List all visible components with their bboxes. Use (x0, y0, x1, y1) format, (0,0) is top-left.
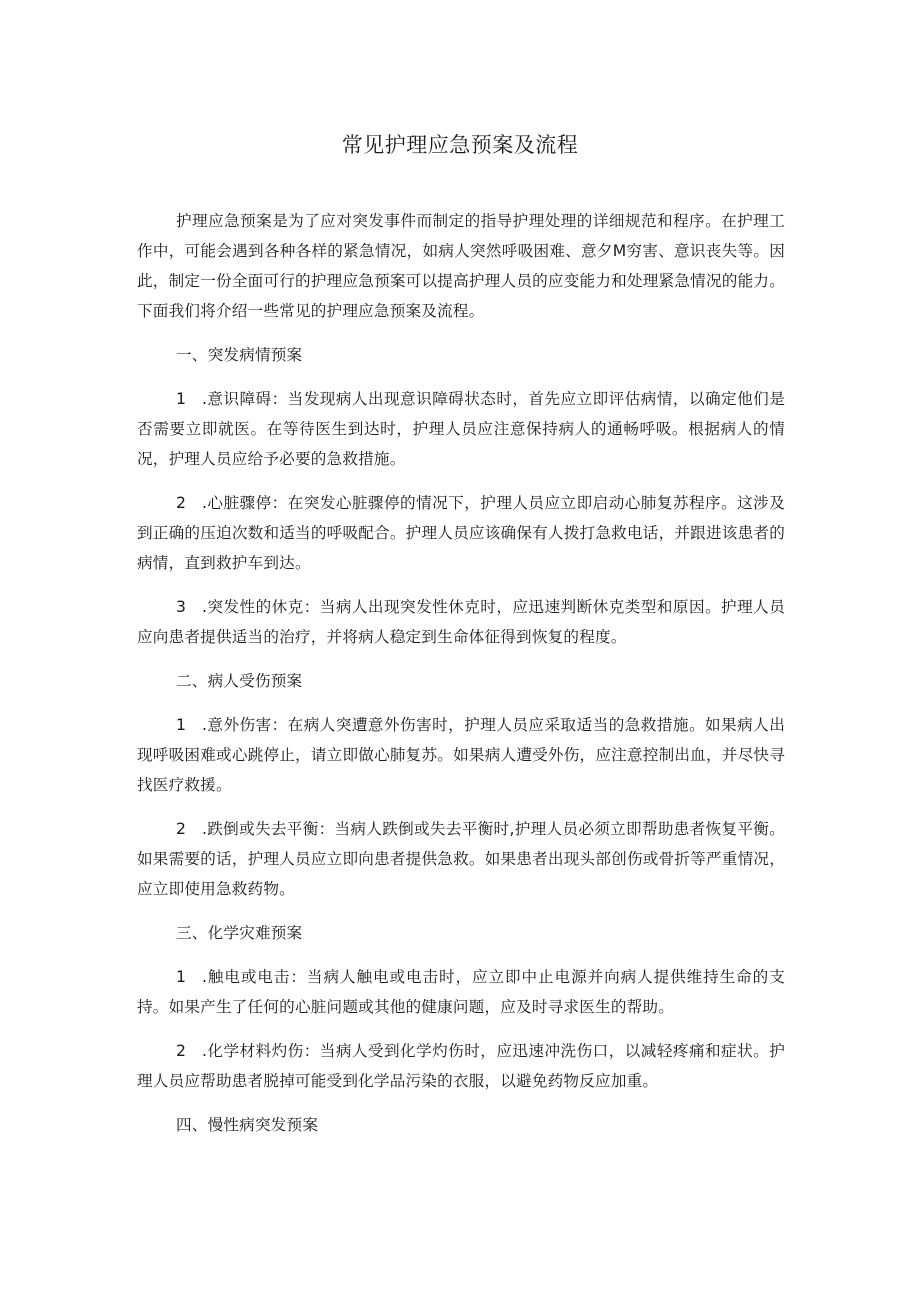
section-1-item-3 (137, 592, 785, 652)
item-text: .意外伤害：在病人突遭意外伤害时，护理人员应采取适当的急救措施。如果病人出现呼吸困难或心跳停止，请立即做心肺复苏。如果病人遭受外伤，应注意控制出血，并尽快寻找医疗救援。 (137, 716, 785, 794)
item-text: .心脏骤停：在突发心脏骤停的情况下，护理人员应立即启动心肺复苏程序。这涉及到正确的压迫次数和适当的呼吸配合。护理人员应该确保有人拨打急救电话，并跟进该患者的病情，直到救护车到达。 (137, 494, 785, 572)
item-number: 2 (176, 494, 187, 512)
item-text: .触电或电击：当病人触电或电击时，应立即中止电源并向病人提供维持生命的支持。如果产生了任何的心脏问题或其他的健康问题，应及时寻求医生的帮助。 (137, 968, 785, 1016)
section-heading-3: 三、化学灾难预案 (176, 924, 303, 942)
section-heading-4: 四、慢性病突发预案 (176, 1116, 319, 1134)
section-3-item-1 (137, 962, 785, 1022)
document-body (137, 206, 785, 1154)
section-2-item-2 (137, 814, 785, 904)
page-title: 常见护理应急预案及流程 (341, 133, 579, 157)
intro-paragraph: 护理应急预案是为了应对突发事件而制定的指导护理处理的详细规范和程序。在护理工作中，可能会遇到各种各样的紧急情况，如病人突然呼吸困难、意夕M穷害、意识丧失等。因此，制定一份全面可行的护理应急预案可以提高护理人员的应变能力和处理紧急情况的能力。下面我们将介绍一些常见的护理应急预案及流程。 (137, 212, 785, 320)
section-1-item-1 (137, 384, 785, 474)
item-number: 1 (176, 968, 187, 986)
item-number: 2 (176, 820, 187, 838)
item-number: 1 (176, 716, 187, 734)
item-number: 2 (176, 1042, 187, 1060)
item-number: 1 (176, 390, 187, 408)
item-text: .跌倒或失去平衡：当病人跌倒或失去平衡时,护理人员必须立即帮助患者恢复平衡。如果需要的话，护理人员应立即向患者提供急救。如果患者出现头部创伤或骨折等严重情况，应立即使用急救药物。 (137, 820, 785, 898)
section-1-item-2 (137, 488, 785, 578)
item-text: .化学材料灼伤：当病人受到化学灼伤时，应迅速冲洗伤口，以减轻疼痛和症状。护理人员应帮助患者脱掉可能受到化学品污染的衣服，以避免药物反应加重。 (137, 1042, 785, 1090)
item-number: 3 (176, 598, 187, 616)
section-3-item-2 (137, 1036, 785, 1096)
section-heading-1: 一、突发病情预案 (176, 346, 303, 364)
section-heading-2: 二、病人受伤预案 (176, 672, 303, 690)
item-text: .意识障碍：当发现病人出现意识障碍状态时，首先应立即评估病情，以确定他们是否需要立即就医。在等待医生到达时，护理人员应注意保持病人的通畅呼吸。根据病人的情况，护理人员应给予必要的急救措施。 (137, 390, 785, 468)
item-text: .突发性的休克：当病人出现突发性休克时，应迅速判断休克类型和原因。护理人员应向患者提供适当的治疗，并将病人稳定到生命体征得到恢复的程度。 (137, 598, 785, 646)
section-2-item-1 (137, 710, 785, 800)
